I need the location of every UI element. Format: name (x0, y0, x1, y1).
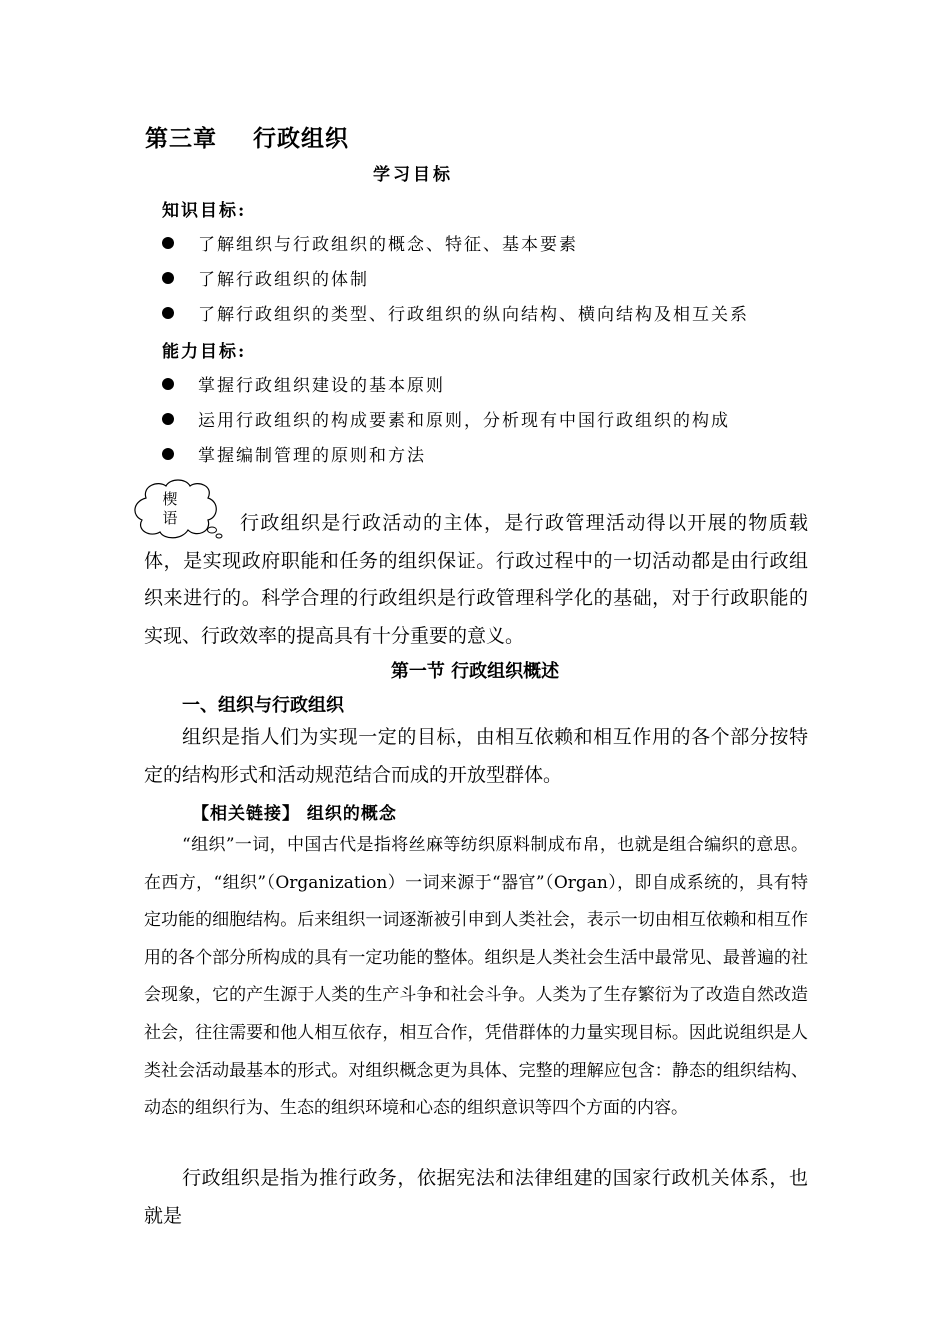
related-link-title: 【相关链接】 组织的概念 (192, 804, 397, 824)
learning-goals-title: 学习目标 (373, 165, 453, 185)
bullet-text: 掌握编制管理的原则和方法 (198, 446, 426, 466)
bullet-text: 了解组织与行政组织的概念、特征、基本要素 (198, 235, 578, 255)
bullet-dot-icon (162, 237, 174, 249)
knowledge-goals-heading: 知识目标: (162, 201, 247, 221)
bullet-dot-icon (162, 272, 174, 284)
knowledge-goal-item (162, 265, 369, 290)
bullet-text: 运用行政组织的构成要素和原则，分析现有中国行政组织的构成 (198, 411, 730, 431)
ability-goals-heading: 能力目标: (162, 342, 247, 362)
ability-goal-item (162, 441, 426, 466)
cloud-label-line: 楔 (162, 490, 178, 508)
intro-paragraph: 行政组织是行政活动的主体，是行政管理活动得以开展的物质载体，是实现政府职能和任务的组织保证。行政过程中的一切活动都是由行政组织来进行的。科学合理的行政组织是行政管理科学化的基础，对于行政职能的实现、行政效率的提高具有十分重要的意义。 (144, 512, 808, 647)
bullet-dot-icon (162, 378, 174, 390)
related-link-paragraph: “组织”一词，中国古代是指将丝麻等纺织原料制成布帛，也就是组合编织的意思。在西方，“组织”（Organization）一词来源于“器官”（Organ），即自成系统的，具有特定功能的细胞结构。后来组织一词逐渐被引申到人类社会，表示一切由相互依赖和相互作用的各个部分所构成的具有一定功能的整体。组织是人类社会生活中最常见、最普遍的社会现象，它的产生源于人类的生产斗争和社会斗争。人类为了生存繁衍为了改造自然改造社会，往往需要和他人相互依存，相互合作，凭借群体的力量实现目标。因此说组织是人类社会活动最基本的形式。对组织概念更为具体、完整的理解应包含：静态的组织结构、动态的组织行为、生态的组织环境和心态的组织意识等四个方面的内容。 (144, 835, 808, 1119)
bullet-dot-icon (162, 307, 174, 319)
cloud-label-line: 语 (162, 509, 178, 527)
subsection-title: 一、组织与行政组织 (182, 695, 344, 716)
knowledge-goal-item (162, 300, 749, 325)
bullet-text: 了解行政组织的类型、行政组织的纵向结构、横向结构及相互关系 (198, 305, 749, 325)
section-title: 第一节 行政组织概述 (390, 661, 560, 682)
knowledge-goal-item (162, 230, 578, 255)
bullet-text: 了解行政组织的体制 (198, 270, 369, 290)
bullet-text: 掌握行政组织建设的基本原则 (198, 376, 445, 396)
ability-goal-item (162, 406, 730, 431)
definition-paragraph: 组织是指人们为实现一定的目标，由相互依赖和相互作用的各个部分按特定的结构形式和活动规范结合而成的开放型群体。 (144, 726, 808, 786)
ability-goal-item (162, 371, 445, 396)
bullet-dot-icon (162, 413, 174, 425)
bullet-dot-icon (162, 448, 174, 460)
chapter-title: 第三章 行政组织 (145, 125, 350, 152)
admin-org-paragraph: 行政组织是指为推行政务，依据宪法和法律组建的国家行政机关体系，也就是 (144, 1167, 808, 1227)
